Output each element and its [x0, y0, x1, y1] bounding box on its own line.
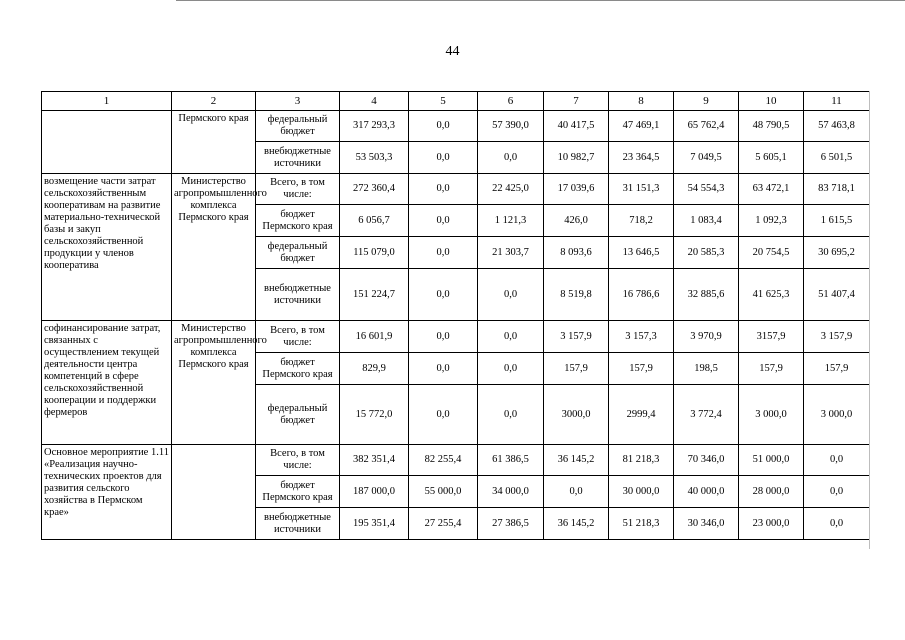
source-cell: Всего, в том числе: — [256, 445, 340, 476]
value-cell: 115 079,0 — [340, 237, 409, 269]
value-cell: 1 121,3 — [478, 205, 544, 237]
value-cell: 1 092,3 — [739, 205, 804, 237]
value-cell: 195 351,4 — [340, 508, 409, 540]
value-cell: 31 151,3 — [609, 174, 674, 205]
value-cell: 0,0 — [409, 269, 478, 321]
value-cell: 0,0 — [409, 142, 478, 174]
value-cell: 47 469,1 — [609, 111, 674, 142]
value-cell: 16 601,9 — [340, 321, 409, 353]
value-cell: 8 093,6 — [544, 237, 609, 269]
source-cell: бюджет Пермского края — [256, 205, 340, 237]
header-cell: 10 — [739, 92, 804, 111]
value-cell: 6 056,7 — [340, 205, 409, 237]
header-cell: 7 — [544, 92, 609, 111]
value-cell: 157,9 — [804, 353, 870, 385]
value-cell: 27 386,5 — [478, 508, 544, 540]
value-cell: 3 970,9 — [674, 321, 739, 353]
value-cell: 718,2 — [609, 205, 674, 237]
executor-cell: Министерство агропромышленного комплекса Пермского края — [172, 174, 256, 321]
header-cell: 6 — [478, 92, 544, 111]
value-cell: 2999,4 — [609, 385, 674, 445]
value-cell: 81 218,3 — [609, 445, 674, 476]
header-cell: 2 — [172, 92, 256, 111]
value-cell: 0,0 — [478, 142, 544, 174]
budget-table — [41, 91, 870, 540]
activity-cell: софинансирование затрат, связанных с осуществлением текущей деятельности центра компетенций в сфере сельскохозяйственной кооперации и поддержки фермеров — [42, 321, 172, 445]
top-border-line — [176, 0, 905, 1]
value-cell: 3 157,3 — [609, 321, 674, 353]
source-cell: бюджет Пермского края — [256, 476, 340, 508]
value-cell: 1 615,5 — [804, 205, 870, 237]
value-cell: 57 390,0 — [478, 111, 544, 142]
value-cell: 51 218,3 — [609, 508, 674, 540]
source-cell: Всего, в том числе: — [256, 321, 340, 353]
value-cell: 63 472,1 — [739, 174, 804, 205]
value-cell: 23 364,5 — [609, 142, 674, 174]
value-cell: 0,0 — [478, 269, 544, 321]
value-cell: 0,0 — [478, 321, 544, 353]
table-row — [42, 445, 870, 476]
header-cell: 8 — [609, 92, 674, 111]
source-cell: федеральный бюджет — [256, 111, 340, 142]
header-cell: 5 — [409, 92, 478, 111]
value-cell: 17 039,6 — [544, 174, 609, 205]
table-row — [42, 111, 870, 142]
value-cell: 40 417,5 — [544, 111, 609, 142]
value-cell: 34 000,0 — [478, 476, 544, 508]
value-cell: 48 790,5 — [739, 111, 804, 142]
value-cell: 0,0 — [478, 385, 544, 445]
value-cell: 1 083,4 — [674, 205, 739, 237]
value-cell: 82 255,4 — [409, 445, 478, 476]
value-cell: 57 463,8 — [804, 111, 870, 142]
value-cell: 0,0 — [804, 508, 870, 540]
value-cell: 30 000,0 — [609, 476, 674, 508]
value-cell: 51 407,4 — [804, 269, 870, 321]
source-cell: внебюджетные источники — [256, 508, 340, 540]
value-cell: 3 772,4 — [674, 385, 739, 445]
source-cell: внебюджетные источники — [256, 269, 340, 321]
value-cell: 3 000,0 — [739, 385, 804, 445]
source-cell: Всего, в том числе: — [256, 174, 340, 205]
value-cell: 829,9 — [340, 353, 409, 385]
value-cell: 36 145,2 — [544, 445, 609, 476]
source-cell: внебюджетные источники — [256, 142, 340, 174]
value-cell: 20 585,3 — [674, 237, 739, 269]
value-cell: 0,0 — [478, 353, 544, 385]
value-cell: 157,9 — [609, 353, 674, 385]
value-cell: 187 000,0 — [340, 476, 409, 508]
value-cell: 5 605,1 — [739, 142, 804, 174]
value-cell: 41 625,3 — [739, 269, 804, 321]
value-cell: 70 346,0 — [674, 445, 739, 476]
table-header-row — [42, 92, 870, 111]
value-cell: 0,0 — [409, 385, 478, 445]
value-cell: 3 000,0 — [804, 385, 870, 445]
value-cell: 151 224,7 — [340, 269, 409, 321]
value-cell: 65 762,4 — [674, 111, 739, 142]
value-cell: 16 786,6 — [609, 269, 674, 321]
value-cell: 0,0 — [804, 476, 870, 508]
value-cell: 0,0 — [544, 476, 609, 508]
value-cell: 7 049,5 — [674, 142, 739, 174]
executor-cell — [172, 445, 256, 540]
value-cell: 10 982,7 — [544, 142, 609, 174]
value-cell: 21 303,7 — [478, 237, 544, 269]
value-cell: 55 000,0 — [409, 476, 478, 508]
value-cell: 0,0 — [409, 237, 478, 269]
value-cell: 83 718,1 — [804, 174, 870, 205]
value-cell: 13 646,5 — [609, 237, 674, 269]
value-cell: 0,0 — [409, 321, 478, 353]
value-cell: 0,0 — [409, 205, 478, 237]
source-cell: федеральный бюджет — [256, 237, 340, 269]
value-cell: 36 145,2 — [544, 508, 609, 540]
value-cell: 53 503,3 — [340, 142, 409, 174]
right-edge-line — [869, 91, 870, 549]
value-cell: 23 000,0 — [739, 508, 804, 540]
table-row — [42, 321, 870, 353]
activity-cell: Основное мероприятие 1.11 «Реализация научно-технических проектов для развития сельского хозяйства в Пермском крае» — [42, 445, 172, 540]
page-number: 44 — [445, 44, 460, 59]
value-cell: 22 425,0 — [478, 174, 544, 205]
value-cell: 30 346,0 — [674, 508, 739, 540]
value-cell: 3157,9 — [739, 321, 804, 353]
value-cell: 0,0 — [409, 174, 478, 205]
source-cell: федеральный бюджет — [256, 385, 340, 445]
value-cell: 54 554,3 — [674, 174, 739, 205]
source-cell: бюджет Пермского края — [256, 353, 340, 385]
value-cell: 272 360,4 — [340, 174, 409, 205]
value-cell: 0,0 — [804, 445, 870, 476]
value-cell: 198,5 — [674, 353, 739, 385]
header-cell: 3 — [256, 92, 340, 111]
activity-cell — [42, 111, 172, 174]
value-cell: 32 885,6 — [674, 269, 739, 321]
header-cell: 9 — [674, 92, 739, 111]
executor-cell: Пермского края — [172, 111, 256, 174]
value-cell: 157,9 — [544, 353, 609, 385]
header-cell: 11 — [804, 92, 870, 111]
value-cell: 40 000,0 — [674, 476, 739, 508]
value-cell: 30 695,2 — [804, 237, 870, 269]
value-cell: 426,0 — [544, 205, 609, 237]
value-cell: 8 519,8 — [544, 269, 609, 321]
value-cell: 3000,0 — [544, 385, 609, 445]
value-cell: 0,0 — [409, 353, 478, 385]
value-cell: 20 754,5 — [739, 237, 804, 269]
value-cell: 51 000,0 — [739, 445, 804, 476]
value-cell: 3 157,9 — [544, 321, 609, 353]
value-cell: 3 157,9 — [804, 321, 870, 353]
value-cell: 27 255,4 — [409, 508, 478, 540]
header-cell: 1 — [42, 92, 172, 111]
table-row — [42, 174, 870, 205]
activity-cell: возмещение части затрат сельскохозяйственным кооперативам на развитие материально-технической базы и закуп сельскохозяйственной продукции у членов кооператива — [42, 174, 172, 321]
value-cell: 15 772,0 — [340, 385, 409, 445]
value-cell: 0,0 — [409, 111, 478, 142]
value-cell: 317 293,3 — [340, 111, 409, 142]
value-cell: 157,9 — [739, 353, 804, 385]
executor-cell: Министерство агропромышленного комплекса Пермского края — [172, 321, 256, 445]
value-cell: 6 501,5 — [804, 142, 870, 174]
value-cell: 61 386,5 — [478, 445, 544, 476]
value-cell: 28 000,0 — [739, 476, 804, 508]
value-cell: 382 351,4 — [340, 445, 409, 476]
header-cell: 4 — [340, 92, 409, 111]
